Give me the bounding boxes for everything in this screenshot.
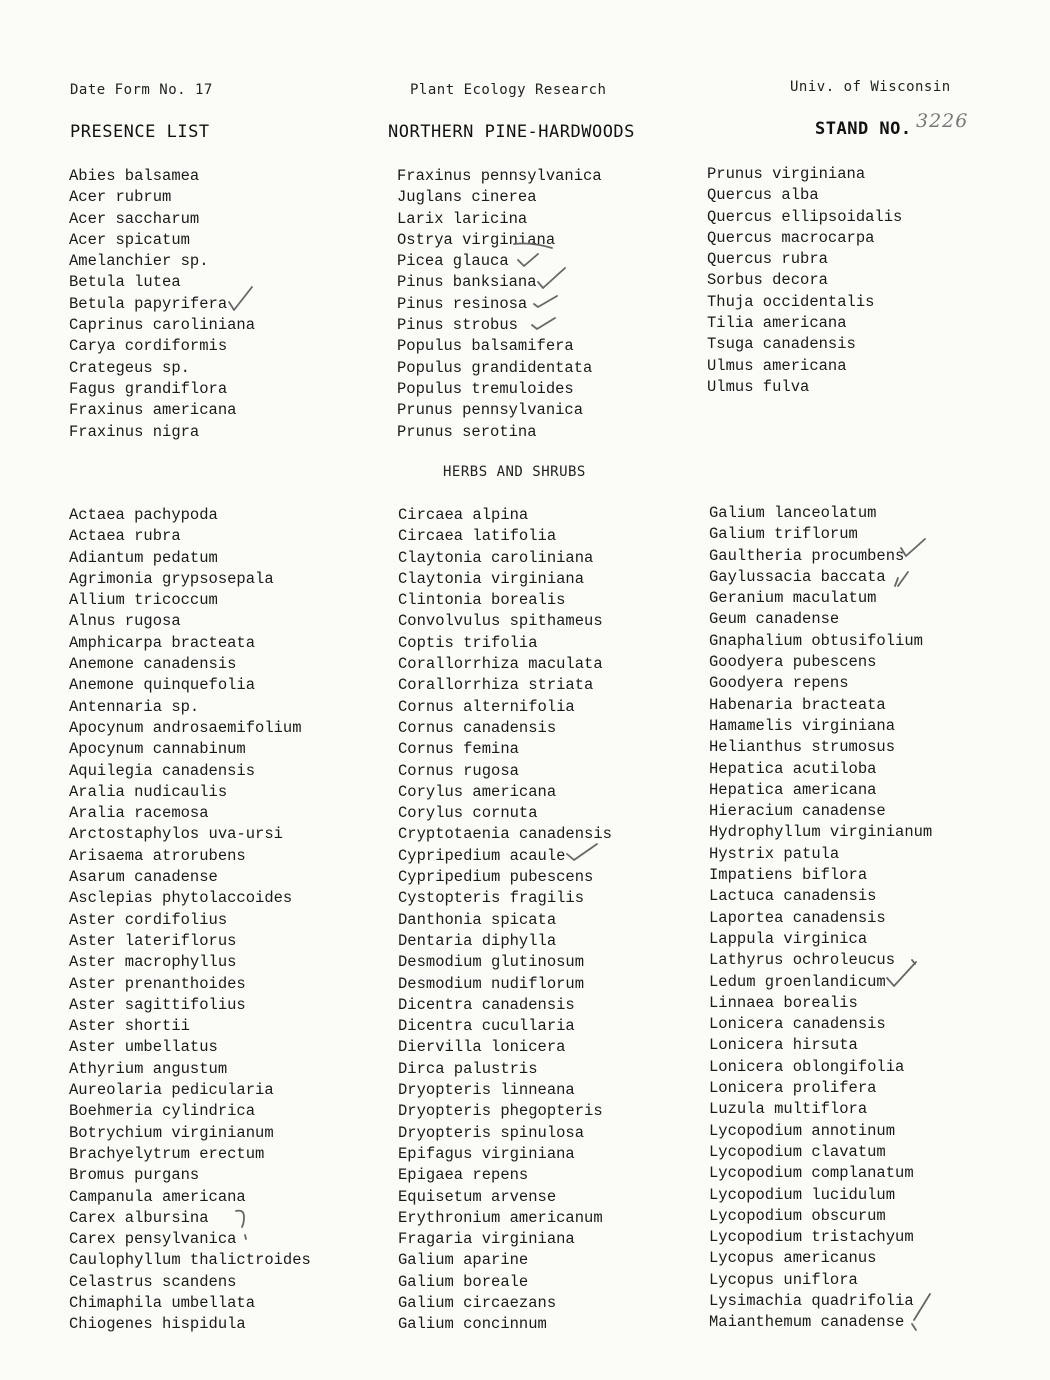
tree-species-item: Tsuga canadensis: [707, 335, 856, 354]
stand-label: STAND NO.: [815, 119, 912, 139]
herb-species-item: Fragaria virginiana: [398, 1230, 575, 1249]
check-mark-icon: [888, 568, 912, 590]
herb-species-item: Galium circaezans: [398, 1293, 557, 1312]
herb-species-item: Hepatica americana: [709, 780, 877, 799]
trees-column-2: [397, 166, 602, 443]
herb-species-item: Hamamelis virginiana: [709, 716, 896, 735]
herb-species-item: Corylus cornuta: [398, 804, 538, 823]
check-mark-icon: [534, 264, 568, 292]
tree-species-item: Acer rubrum: [69, 188, 172, 207]
presence-list-title: PRESENCE LIST: [70, 122, 210, 142]
herb-species-item: Impatiens biflora: [709, 866, 868, 885]
tree-species-item: Populus grandidentata: [397, 358, 593, 377]
herb-species-item: Aster umbellatus: [69, 1038, 218, 1057]
herb-species-item: Maianthemum canadense: [709, 1313, 905, 1332]
check-mark-icon: [564, 840, 600, 864]
herb-species-item: Cypripedium pubescens: [398, 868, 594, 887]
herb-species-item: Allium tricoccum: [69, 591, 218, 610]
herb-species-item: Dryopteris linneana: [398, 1081, 575, 1100]
herb-species-item: Helianthus strumosus: [709, 738, 896, 757]
herb-species-item: Arctostaphylos uva-ursi: [69, 825, 283, 844]
herb-species-item: Lycopodium clavatum: [709, 1142, 886, 1161]
tree-species-item: Crategeus sp.: [69, 358, 190, 377]
herb-species-item: Alnus rugosa: [69, 612, 181, 631]
herb-species-item: Ledum groenlandicum: [709, 972, 886, 991]
herb-species-item: Actaea rubra: [69, 527, 181, 546]
herbs-heading: HERBS AND SHRUBS: [443, 464, 586, 480]
herb-species-item: Geum canadense: [709, 610, 840, 629]
tree-species-item: Prunus virginiana: [707, 165, 866, 183]
community-title: NORTHERN PINE-HARDWOODS: [388, 122, 635, 142]
tree-species-item: Tilia americana: [707, 314, 847, 333]
herb-species-item: Gaultheria procumbens: [709, 546, 905, 565]
herb-species-item: Corylus americana: [398, 782, 557, 801]
herb-species-item: Lonicera oblongifolia: [709, 1057, 905, 1076]
herb-species-item: Amphicarpa bracteata: [69, 633, 256, 652]
tree-species-item: Betula lutea: [69, 273, 181, 292]
herb-species-item: Celastrus scandens: [69, 1272, 237, 1291]
herb-species-item: Corallorrhiza maculata: [398, 655, 603, 674]
herb-species-item: Asclepias phytolaccoides: [69, 889, 293, 908]
herb-species-item: Galium boreale: [398, 1272, 529, 1291]
tree-species-item: Pinus strobus: [397, 316, 518, 335]
herb-species-item: Galium concinnum: [398, 1315, 547, 1334]
tree-species-item: Abies balsamea: [69, 167, 200, 185]
check-mark-icon: [884, 956, 920, 990]
herbs-column-1: [69, 505, 311, 1336]
herb-species-item: Lycopodium annotinum: [709, 1121, 896, 1140]
herb-species-item: Coptis trifolia: [398, 633, 538, 652]
tree-species-item: Populus balsamifera: [397, 337, 574, 356]
herb-species-item: Lappula virginica: [709, 929, 868, 948]
herb-species-item: Hepatica acutiloba: [709, 759, 877, 778]
check-mark-icon: [230, 1205, 254, 1245]
herb-species-item: Anemone canadensis: [69, 655, 237, 674]
herb-species-item: Caulophyllum thalictroides: [69, 1251, 311, 1270]
tree-species-item: Fraxinus nigra: [69, 422, 200, 441]
herb-species-item: Aster sagittifolius: [69, 995, 246, 1014]
herb-species-item: Botrychium virginianum: [69, 1123, 274, 1142]
herb-species-item: Aster macrophyllus: [69, 953, 237, 972]
herb-species-item: Cystopteris fragilis: [398, 889, 585, 908]
tree-species-item: Prunus pennsylvanica: [397, 401, 584, 420]
tree-species-item: Pinus resinosa: [397, 294, 528, 313]
herb-species-item: Apocynum androsaemifolium: [69, 718, 302, 737]
herb-species-item: Danthonia spicata: [398, 910, 557, 929]
check-mark-icon: [530, 292, 560, 310]
herb-species-item: Lycopodium obscurum: [709, 1206, 886, 1225]
tree-species-item: Larix laricina: [397, 209, 528, 228]
herb-species-item: Erythronium americanum: [398, 1208, 603, 1227]
herb-species-item: Claytonia caroliniana: [398, 548, 594, 567]
herb-species-item: Galium aparine: [398, 1251, 529, 1270]
herb-species-item: Laportea canadensis: [709, 908, 886, 927]
herb-species-item: Aureolaria pedicularia: [69, 1081, 274, 1100]
herb-species-item: Aralia nudicaulis: [69, 782, 228, 801]
organization: Plant Ecology Research: [410, 82, 607, 98]
check-mark-icon: [904, 1290, 934, 1336]
tree-species-item: Carya cordiformis: [69, 337, 228, 356]
herb-species-item: Circaea latifolia: [398, 527, 557, 546]
herb-species-item: Cornus alternifolia: [398, 697, 575, 716]
tree-species-item: Quercus ellipsoidalis: [707, 207, 903, 226]
herb-species-item: Lysimachia quadrifolia: [709, 1291, 914, 1310]
tree-species-item: Quercus alba: [707, 186, 819, 205]
herb-species-item: Brachyelytrum erectum: [69, 1144, 265, 1163]
herb-species-item: Clintonia borealis: [398, 591, 566, 610]
tree-species-item: Fagus grandiflora: [69, 379, 228, 398]
herb-species-item: Chiogenes hispidula: [69, 1315, 246, 1334]
tree-species-item: Thuja occidentalis: [707, 292, 875, 311]
herb-species-item: Antennaria sp.: [69, 697, 200, 716]
herb-species-item: Boehmeria cylindrica: [69, 1102, 256, 1121]
herb-species-item: Aquilegia canadensis: [69, 761, 256, 780]
herb-species-item: Circaea alpina: [398, 506, 529, 524]
herb-species-item: Goodyera repens: [709, 674, 849, 693]
herb-species-item: Cornus canadensis: [398, 718, 557, 737]
tree-species-item: Caprinus caroliniana: [69, 316, 256, 335]
herb-species-item: Lycopus uniflora: [709, 1270, 858, 1289]
herb-species-item: Lycopodium lucidulum: [709, 1185, 896, 1204]
herb-species-item: Dryopteris spinulosa: [398, 1123, 585, 1142]
herb-species-item: Galium lanceolatum: [709, 504, 877, 522]
herb-species-item: Geranium maculatum: [709, 589, 877, 608]
herb-species-item: Lycopodium tristachyum: [709, 1228, 914, 1247]
form-number: Date Form No. 17: [70, 82, 213, 98]
herb-species-item: Convolvulus spithameus: [398, 612, 603, 631]
herb-species-item: Corallorrhiza striata: [398, 676, 594, 695]
herb-species-item: Equisetum arvense: [398, 1187, 557, 1206]
herb-species-item: Chimaphila umbellata: [69, 1293, 256, 1312]
herbs-column-3: [709, 503, 932, 1334]
herb-species-item: Hydrophyllum virginianum: [709, 823, 933, 842]
tree-species-item: Amelanchier sp.: [69, 252, 209, 271]
herb-species-item: Dryopteris phegopteris: [398, 1102, 603, 1121]
tree-species-item: Populus tremuloides: [397, 379, 574, 398]
herb-species-item: Athyrium angustum: [69, 1059, 228, 1078]
herb-species-item: Cryptotaenia canadensis: [398, 825, 612, 844]
herb-species-item: Aralia racemosa: [69, 804, 209, 823]
herb-species-item: Dicentra canadensis: [398, 995, 575, 1014]
stand-number: 3226: [916, 110, 969, 132]
herb-species-item: Adiantum pedatum: [69, 548, 218, 567]
tree-species-item: Sorbus decora: [707, 271, 828, 290]
herb-species-item: Desmodium glutinosum: [398, 953, 585, 972]
herb-species-item: Claytonia virginiana: [398, 569, 585, 588]
tree-species-item: Pinus banksiana: [397, 273, 537, 292]
tree-species-item: Ulmus americana: [707, 356, 847, 375]
tree-species-item: Picea glauca: [397, 252, 509, 271]
tree-species-item: Juglans cinerea: [397, 188, 537, 207]
herb-species-item: Hystrix patula: [709, 844, 840, 863]
herb-species-item: Desmodium nudiflorum: [398, 974, 585, 993]
herb-species-item: Lycopus americanus: [709, 1249, 877, 1268]
herb-species-item: Carex pensylvanica: [69, 1230, 237, 1249]
trees-column-3: [707, 164, 902, 398]
herb-species-item: Cornus femina: [398, 740, 519, 759]
herb-species-item: Apocynum cannabinum: [69, 740, 246, 759]
tree-species-item: Quercus macrocarpa: [707, 228, 875, 247]
herb-species-item: Gaylussacia baccata: [709, 567, 886, 586]
herbs-column-2: [398, 505, 612, 1336]
herb-species-item: Lactuca canadensis: [709, 887, 877, 906]
tree-species-item: Ulmus fulva: [707, 377, 810, 396]
herb-species-item: Campanula americana: [69, 1187, 246, 1206]
herb-species-item: Asarum canadense: [69, 868, 218, 887]
herb-species-item: Goodyera pubescens: [709, 653, 877, 672]
check-mark-icon: [898, 536, 928, 562]
herb-species-item: Dentaria diphylla: [398, 931, 557, 950]
herb-species-item: Bromus purgans: [69, 1166, 200, 1185]
tree-species-item: Fraxinus pennsylvanica: [397, 167, 602, 185]
tree-species-item: Prunus serotina: [397, 422, 537, 441]
herb-species-item: Epifagus virginiana: [398, 1144, 575, 1163]
herb-species-item: Aster prenanthoides: [69, 974, 246, 993]
herb-species-item: Cypripedium acaule: [398, 846, 566, 865]
herb-species-item: Aster cordifolius: [69, 910, 228, 929]
tree-species-item: Acer saccharum: [69, 209, 200, 228]
herb-species-item: Aster shortii: [69, 1017, 190, 1036]
tree-species-item: Quercus rubra: [707, 250, 828, 269]
herb-species-item: Hieracium canadense: [709, 802, 886, 821]
herb-species-item: Lycopodium complanatum: [709, 1164, 914, 1183]
tree-species-item: Betula papyrifera: [69, 294, 228, 313]
check-mark-icon: [528, 313, 558, 335]
herb-species-item: Actaea pachypoda: [69, 506, 218, 524]
herb-species-item: Dirca palustris: [398, 1059, 538, 1078]
herb-species-item: Lonicera canadensis: [709, 1015, 886, 1034]
herb-species-item: Agrimonia grypsosepala: [69, 569, 274, 588]
herb-species-item: Cornus rugosa: [398, 761, 519, 780]
tree-species-item: Fraxinus americana: [69, 401, 237, 420]
herb-species-item: Linnaea borealis: [709, 993, 858, 1012]
herb-species-item: Habenaria bracteata: [709, 695, 886, 714]
herb-species-item: Dicentra cucullaria: [398, 1017, 575, 1036]
check-mark-icon: [226, 284, 256, 314]
herb-species-item: Arisaema atrorubens: [69, 846, 246, 865]
university: Univ. of Wisconsin: [790, 79, 951, 95]
herb-species-item: Diervilla lonicera: [398, 1038, 566, 1057]
herb-species-item: Epigaea repens: [398, 1166, 529, 1185]
herb-species-item: Aster lateriflorus: [69, 931, 237, 950]
herb-species-item: Lonicera hirsuta: [709, 1036, 858, 1055]
herb-species-item: Anemone quinquefolia: [69, 676, 256, 695]
herb-species-item: Luzula multiflora: [709, 1100, 868, 1119]
herb-species-item: Lathyrus ochroleucus: [709, 951, 896, 970]
herb-species-item: Lonicera prolifera: [709, 1079, 877, 1098]
herb-species-item: Galium triflorum: [709, 525, 858, 544]
herb-species-item: Gnaphalium obtusifolium: [709, 631, 923, 650]
herb-species-item: Carex albursina: [69, 1208, 209, 1227]
tree-species-item: Ostrya virginiana: [397, 230, 556, 249]
tree-species-item: Acer spicatum: [69, 230, 190, 249]
